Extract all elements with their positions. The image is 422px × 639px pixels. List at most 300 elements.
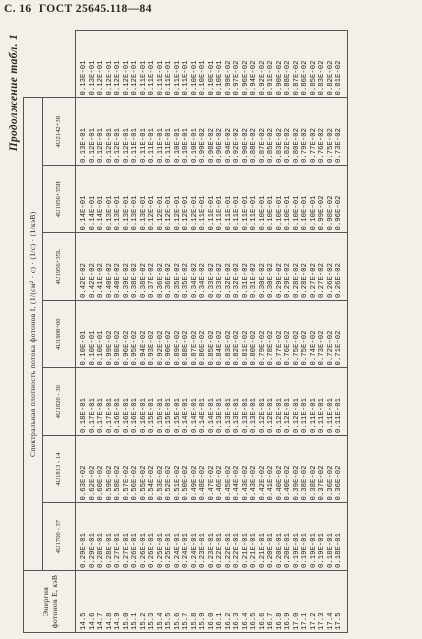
table-cell-value: 15.0 [122, 612, 131, 630]
table-cell-value: 0.91E-02 [267, 60, 276, 96]
page-header [4, 3, 152, 15]
table-cell-value: 0.12E-01 [114, 127, 123, 163]
table-cell-value: 0.58E-02 [114, 465, 123, 501]
table-cell-value: 0.43E-02 [250, 465, 259, 501]
table-cell-value: 16.6 [258, 612, 267, 630]
table-cell-value: 0.18E-01 [80, 397, 88, 433]
table-cell-value: 0.15E-01 [156, 397, 165, 433]
table-cell-value: 0.26E-02 [326, 262, 335, 298]
table-cell-value: 0.38E-02 [131, 262, 140, 298]
table-cell-value: 0.49E-02 [190, 465, 199, 501]
table-cell-value: 15.6 [173, 612, 182, 630]
table-cell-value: 0.32E-02 [233, 262, 242, 298]
table-cell-value: 0.93E-02 [148, 330, 157, 366]
table-cell-value: 0.27E-01 [114, 532, 123, 568]
table-cell-value: 0.59E-02 [105, 465, 114, 501]
table-cell-value: 0.76E-02 [284, 330, 293, 366]
flux-column [76, 503, 348, 571]
flux-column [76, 368, 348, 436]
table-cell-value: 0.11E-01 [165, 60, 174, 96]
table-cell-value: 0.94E-02 [139, 330, 148, 366]
table-cell-value: 0.75E-02 [326, 127, 335, 163]
table-cell-value: 0.13E-01 [80, 127, 88, 163]
table-cell-value: 16.3 [233, 612, 242, 630]
table-cell-value: 0.88E-02 [250, 127, 259, 163]
table-cell-value: 0.10E-01 [275, 195, 284, 231]
table-cell-value: 0.12E-01 [292, 397, 301, 433]
table-cell-value: 0.11E-01 [326, 397, 335, 433]
table-cell-value: 0.35E-02 [173, 262, 182, 298]
table-cell-value: 0.43E-02 [241, 465, 250, 501]
table-cell-value: 0.40E-02 [275, 465, 284, 501]
table-cell-value: 14.8 [105, 612, 114, 630]
table-cell-value: 0.13E-01 [224, 397, 233, 433]
table-cell-value: 0.17E-01 [88, 397, 97, 433]
table-cell-value: 0.99E-02 [105, 330, 114, 366]
table-cell-value: 0.88E-02 [182, 330, 191, 366]
table-cell-value: 0.13E-01 [88, 60, 97, 96]
table-cell-value: 0.37E-02 [318, 465, 327, 501]
table-cell-value: 0.19E-01 [318, 532, 327, 568]
rotated-content [10, 30, 414, 633]
table-cell-value: 17.0 [292, 612, 301, 630]
table-cell-value: 15.8 [190, 612, 199, 630]
table-cell-value: 0.16E-01 [122, 397, 131, 433]
flux-column [76, 166, 348, 234]
table-cell-value: 0.11E-01 [139, 60, 148, 96]
table-cell-value: 0.48E-02 [199, 465, 208, 501]
source-header: 4U1956+35H [43, 166, 76, 234]
table-cell-value: 0.56E-02 [131, 465, 140, 501]
table-cell-value: 0.29E-01 [80, 532, 88, 568]
table-cell-value: 0.10E-01 [80, 330, 88, 366]
table-cell-value: 0.10E-01 [258, 195, 267, 231]
table-cell-value: 0.10E-01 [97, 330, 106, 366]
source-header: 4U2142+38 [43, 98, 76, 166]
table-cell-value: 0.12E-01 [122, 60, 131, 96]
table-cell-value: 0.19E-01 [309, 532, 318, 568]
table-cell-value: 0.11E-01 [250, 195, 259, 231]
table-cell-value: 0.37E-02 [148, 262, 157, 298]
table-cell-value: 0.10E-01 [199, 60, 208, 96]
table-cell-value: 0.12E-01 [97, 127, 106, 163]
table-cell-value: 0.30E-02 [258, 262, 267, 298]
table-cell-value: 0.95E-02 [131, 330, 140, 366]
table-cell-value: 0.50E-02 [182, 465, 191, 501]
table-cell-value: 0.13E-01 [216, 397, 225, 433]
table-cell-value: 0.94E-02 [224, 127, 233, 163]
table-cell-value: 0.11E-01 [233, 195, 242, 231]
table-body-row [76, 31, 348, 633]
table-cell-value: 0.97E-02 [233, 60, 242, 96]
table-cell-value: 0.55E-02 [139, 465, 148, 501]
table-cell-value: 0.33E-02 [207, 262, 216, 298]
table-cell-value: 0.92E-02 [258, 60, 267, 96]
table-cell-value: 0.21E-01 [241, 532, 250, 568]
table-cell-value: 0.18E-01 [335, 532, 344, 568]
energy-header: Энергия фотонов Е, кэВ [24, 571, 76, 633]
table-cell-value: 0.11E-01 [148, 127, 157, 163]
table-cell-value: 0.54E-02 [148, 465, 157, 501]
table-cell-value: 0.10E-01 [284, 195, 293, 231]
table-cell-value: 0.14E-01 [199, 397, 208, 433]
document-title: ГОСТ 25645.118—84 [38, 3, 152, 15]
table-cell-value: 0.13E-01 [105, 195, 114, 231]
table-cell-value: 0.62E-02 [88, 465, 97, 501]
table-cell-value: 0.88E-02 [284, 60, 293, 96]
flux-group-header: Спектральная плотность потока фотонов I, (1/(см² · с) · (1/с) · (1/кэВ) [24, 98, 43, 571]
table-cell-value: 0.10E-01 [173, 127, 182, 163]
source-header: 4U1813 - 14 [43, 436, 76, 504]
table-cell-value: 0.28E-02 [292, 262, 301, 298]
table-cell-value: 0.12E-01 [258, 397, 267, 433]
table-cell-value: 0.14E-01 [190, 397, 199, 433]
table-cell-value: 0.12E-01 [182, 195, 191, 231]
table-cell-value: 0.42E-02 [80, 262, 88, 298]
flux-column [76, 98, 348, 166]
table-cell-value: 0.85E-02 [267, 127, 276, 163]
table-cell-value: 0.42E-02 [88, 262, 97, 298]
table-cell-value: 0.23E-01 [199, 532, 208, 568]
table-cell-value: 0.32E-02 [224, 262, 233, 298]
table-cell-value: 0.13E-01 [131, 195, 140, 231]
table-cell-value: 0.96E-02 [335, 195, 344, 231]
table-cell-value: 16.4 [241, 612, 250, 630]
table-cell-value: 0.15E-01 [148, 397, 157, 433]
table-cell-value: 0.13E-01 [122, 195, 131, 231]
table-cell-value: 0.44E-02 [233, 465, 242, 501]
table-cell-value: 0.98E-02 [207, 127, 216, 163]
table-cell-value: 0.11E-01 [335, 397, 344, 433]
table-cell-value: 0.25E-01 [165, 532, 174, 568]
table-cell-value: 0.29E-02 [275, 262, 284, 298]
table-cell-value: 17.2 [309, 612, 318, 630]
table-cell-value: 0.77E-02 [309, 127, 318, 163]
table-cell-value: 0.94E-02 [250, 60, 259, 96]
table-cell-value: 0.82E-02 [233, 330, 242, 366]
table-cell-value: 0.80E-02 [292, 127, 301, 163]
flux-column [76, 436, 348, 504]
table-cell-value: 0.12E-01 [284, 397, 293, 433]
table-cell-value: 0.36E-02 [326, 465, 335, 501]
table-cell-value: 0.90E-02 [241, 127, 250, 163]
table-cell-value: 0.14E-01 [80, 195, 88, 231]
table-cell-value: 0.98E-02 [326, 195, 335, 231]
table-cell-value: 0.11E-01 [182, 60, 191, 96]
table-cell-value: 0.52E-02 [165, 465, 174, 501]
table-cell-value: 0.29E-01 [88, 532, 97, 568]
table-cell-value: 0.99E-02 [318, 195, 327, 231]
table-cell-value: 0.24E-01 [182, 532, 191, 568]
table-cell-value: 0.11E-01 [199, 195, 208, 231]
table-cell-value: 0.10E-01 [207, 60, 216, 96]
table-cell-value: 0.12E-01 [173, 195, 182, 231]
table-cell-value: 0.11E-01 [224, 195, 233, 231]
table-cell-value: 0.15E-01 [173, 397, 182, 433]
table-cell-value: 16.1 [216, 612, 225, 630]
table-cell-value: 17.3 [318, 612, 327, 630]
table-cell-value: 15.2 [139, 612, 148, 630]
table-cell-value: 0.21E-01 [250, 532, 259, 568]
table-cell-value: 0.47E-02 [207, 465, 216, 501]
table-cell-value: 0.73E-02 [335, 127, 344, 163]
table-cell-value: 14.5 [80, 612, 88, 630]
table-cell-value: 0.27E-02 [318, 262, 327, 298]
table-cell-value: 0.86E-02 [199, 330, 208, 366]
table-cell-value: 0.16E-01 [139, 397, 148, 433]
table-cell-value: 0.13E-01 [80, 60, 88, 96]
table-cell-value: 0.96E-02 [122, 330, 131, 366]
table-cell-value: 0.24E-01 [173, 532, 182, 568]
table-cell-value: 0.11E-01 [156, 127, 165, 163]
table-cell-value: 14.6 [88, 612, 97, 630]
table-cell-value: 0.79E-02 [258, 330, 267, 366]
table-cell-value: 0.13E-01 [241, 397, 250, 433]
table-cell-value: 14.9 [114, 612, 123, 630]
table-cell-value: 0.12E-01 [114, 60, 123, 96]
table-cell-value: 0.36E-02 [165, 262, 174, 298]
table-cell-value: 0.99E-02 [224, 60, 233, 96]
table-cell-value: 0.38E-02 [309, 465, 318, 501]
table-cell-value: 0.90E-02 [165, 330, 174, 366]
table-cell-value: 0.26E-02 [335, 262, 344, 298]
table-cell-value: 0.17E-01 [105, 397, 114, 433]
table-cell-value: 16.9 [284, 612, 293, 630]
table-cell-value: 16.2 [224, 612, 233, 630]
table-cell-value: 0.41E-02 [97, 262, 106, 298]
table-cell-value: 0.28E-01 [105, 532, 114, 568]
table-cell-value: 17.1 [301, 612, 310, 630]
table-cell-value: 0.10E-01 [292, 195, 301, 231]
table-cell-value: 0.80E-02 [250, 330, 259, 366]
table-cell-value: 0.51E-02 [173, 465, 182, 501]
continuation-label: Продолжение табл. 1 [8, 34, 20, 152]
table-cell-value: 0.73E-02 [318, 330, 327, 366]
table-cell-value: 0.92E-02 [233, 127, 242, 163]
table-cell-value: 0.38E-02 [301, 465, 310, 501]
table-cell-value: 0.22E-01 [233, 532, 242, 568]
table-cell-value: 0.14E-01 [182, 397, 191, 433]
table-cell-value: 0.40E-02 [284, 465, 293, 501]
table-cell-value: 0.11E-01 [165, 127, 174, 163]
table-cell-value: 0.14E-01 [97, 195, 106, 231]
table-cell-value: 0.12E-01 [122, 127, 131, 163]
table-cell-value: 15.1 [131, 612, 140, 630]
table-cell-value: 0.26E-01 [139, 532, 148, 568]
table-cell-value: 0.75E-02 [301, 330, 310, 366]
table-cell-value: 0.77E-02 [275, 330, 284, 366]
table-cell-value: 0.41E-02 [267, 465, 276, 501]
table-cell-value: 0.83E-02 [318, 60, 327, 96]
table-cell-value: 0.53E-02 [156, 465, 165, 501]
table-header-row [24, 31, 43, 633]
table-cell-value: 0.90E-02 [275, 60, 284, 96]
table-cell-value: 0.96E-02 [241, 60, 250, 96]
source-header: 4U1956+35L [43, 233, 76, 301]
table-cell-value: 0.18E-01 [326, 532, 335, 568]
table-cell-value: 17.4 [326, 612, 335, 630]
source-header-row [43, 31, 76, 633]
table-cell-value: 0.12E-01 [148, 195, 157, 231]
table-cell-value: 0.85E-02 [309, 60, 318, 96]
table-cell-value: 0.85E-02 [207, 330, 216, 366]
table-cell-value: 0.74E-02 [309, 330, 318, 366]
table-cell-value: 15.7 [182, 612, 191, 630]
table-cell-value: 0.19E-01 [301, 532, 310, 568]
table-cell-value: 0.28E-02 [301, 262, 310, 298]
table-cell-value: 0.27E-01 [122, 532, 131, 568]
flux-column [76, 31, 348, 99]
table-cell-value: 0.10E-01 [216, 60, 225, 96]
table-cell-value: 0.76E-02 [318, 127, 327, 163]
table-cell-value: 0.16E-01 [114, 397, 123, 433]
table-cell-value: 0.83E-02 [224, 330, 233, 366]
table-cell-value: 0.26E-01 [131, 532, 140, 568]
table-cell-value: 0.11E-01 [207, 195, 216, 231]
table-cell-value: 0.11E-01 [156, 60, 165, 96]
table-cell-value: 0.82E-02 [284, 127, 293, 163]
table-cell-value: 0.12E-01 [267, 397, 276, 433]
table-cell-value: 15.3 [148, 612, 157, 630]
table-cell-value: 0.46E-02 [216, 465, 225, 501]
table-cell-value: 0.12E-01 [105, 60, 114, 96]
table-cell-value: 0.36E-02 [335, 465, 344, 501]
table-cell-value: 0.31E-02 [241, 262, 250, 298]
table-cell-value: 17.5 [335, 612, 344, 630]
table-cell-value: 0.28E-01 [97, 532, 106, 568]
table-cell-value: 0.13E-01 [250, 397, 259, 433]
table-cell-value: 0.82E-02 [326, 60, 335, 96]
table-cell-value: 0.12E-01 [190, 195, 199, 231]
table-cell-value: 0.16E-01 [131, 397, 140, 433]
table-cell-value: 0.35E-02 [182, 262, 191, 298]
flux-column [76, 301, 348, 369]
table-cell-value: 0.11E-01 [139, 127, 148, 163]
table-cell-value: 0.12E-01 [97, 60, 106, 96]
table-cell-value: 0.45E-02 [224, 465, 233, 501]
table-cell-value: 0.23E-01 [207, 532, 216, 568]
table-cell-value: 0.10E-01 [309, 195, 318, 231]
table-cell-value: 0.12E-01 [131, 60, 140, 96]
table-cell-value: 0.17E-01 [97, 397, 106, 433]
table-cell-value: 0.20E-01 [267, 532, 276, 568]
table-cell-value: 15.4 [156, 612, 165, 630]
table-cell-value: 0.96E-02 [216, 127, 225, 163]
table-cell-value: 0.83E-02 [275, 127, 284, 163]
table-cell-value: 0.21E-01 [258, 532, 267, 568]
table-cell-value: 0.60E-02 [97, 465, 106, 501]
table-cell-value: 0.87E-02 [258, 127, 267, 163]
table-cell-value: 0.26E-01 [148, 532, 157, 568]
table-cell-value: 0.14E-01 [207, 397, 216, 433]
table-cell-value: 0.10E-01 [190, 127, 199, 163]
flux-column [76, 233, 348, 301]
table-cell-value: 0.10E-01 [190, 60, 199, 96]
table-cell-value: 0.15E-01 [165, 397, 174, 433]
table-cell-value: 0.99E-02 [199, 127, 208, 163]
page-number: С. 16 [4, 3, 32, 15]
table-cell-value: 0.63E-02 [80, 465, 88, 501]
table-cell-value: 0.12E-01 [275, 397, 284, 433]
table-cell-value: 0.12E-01 [165, 195, 174, 231]
table-cell-value: 0.10E-01 [267, 195, 276, 231]
table-cell-value: 0.25E-01 [156, 532, 165, 568]
table-cell-value: 15.5 [165, 612, 174, 630]
table-cell-value: 0.57E-02 [122, 465, 131, 501]
table-cell-value: 0.19E-01 [292, 532, 301, 568]
table-cell-value: 0.24E-01 [190, 532, 199, 568]
table-cell-value: 0.72E-02 [326, 330, 335, 366]
table-cell-value: 0.11E-01 [301, 397, 310, 433]
table-cell-value: 0.12E-01 [105, 127, 114, 163]
table-cell-value: 0.34E-02 [199, 262, 208, 298]
table-cell-value: 0.38E-02 [139, 262, 148, 298]
table-cell-value: 0.89E-02 [173, 330, 182, 366]
table-cell-value: 0.11E-01 [131, 127, 140, 163]
table-cell-value: 0.36E-02 [156, 262, 165, 298]
table-cell-value: 0.98E-02 [114, 330, 123, 366]
table-cell-value: 16.0 [207, 612, 216, 630]
table-cell-value: 16.5 [250, 612, 259, 630]
table-cell-value: 0.39E-02 [292, 465, 301, 501]
table-cell-value: 0.10E-01 [88, 330, 97, 366]
source-header: 4U1908+00 [43, 301, 76, 369]
table-cell-value: 0.81E-02 [241, 330, 250, 366]
table-cell-value: 0.33E-02 [216, 262, 225, 298]
table-cell-value: 0.22E-01 [224, 532, 233, 568]
table-cell-value: 0.81E-02 [335, 60, 344, 96]
table-cell-value: 0.10E-01 [301, 195, 310, 231]
table-cell-value: 0.78E-02 [267, 330, 276, 366]
table-cell-value: 0.14E-01 [88, 195, 97, 231]
table-cell-value: 0.87E-02 [190, 330, 199, 366]
rotated-page-area [10, 30, 414, 633]
table-cell-value: 0.11E-01 [173, 60, 182, 96]
table-cell-value: 0.30E-02 [267, 262, 276, 298]
table-cell-value: 0.22E-01 [216, 532, 225, 568]
table-cell-value: 0.39E-02 [122, 262, 131, 298]
table-cell-value: 0.10E-01 [182, 127, 191, 163]
table-cell-value: 0.86E-02 [301, 60, 310, 96]
table-cell-value: 0.71E-02 [335, 330, 344, 366]
table-cell-value: 0.40E-02 [114, 262, 123, 298]
source-header: 4U1700 - 37 [43, 503, 76, 571]
table-cell-value: 0.13E-01 [233, 397, 242, 433]
table-cell-value: 16.7 [267, 612, 276, 630]
table-cell-value: 0.42E-02 [258, 465, 267, 501]
table-cell-value: 0.11E-01 [148, 60, 157, 96]
table-cell-value: 0.11E-01 [241, 195, 250, 231]
table-cell-value: 0.92E-02 [156, 330, 165, 366]
table-cell-value: 14.7 [97, 612, 106, 630]
table-cell-value: 0.12E-01 [88, 127, 97, 163]
table-cell-value: 0.13E-01 [114, 195, 123, 231]
table-cell-value: 0.87E-02 [292, 60, 301, 96]
table-cell-value: 16.8 [275, 612, 284, 630]
table-cell-value: 0.20E-01 [284, 532, 293, 568]
source-header: 4U1820 - 30 [43, 368, 76, 436]
table-cell-value: 0.11E-01 [216, 195, 225, 231]
energy-column [76, 571, 348, 633]
table-cell-value: 0.29E-02 [284, 262, 293, 298]
table-cell-value: 0.13E-01 [139, 195, 148, 231]
table-cell-value: 0.75E-02 [292, 330, 301, 366]
table-cell-value: 0.12E-01 [156, 195, 165, 231]
table-cell-value: 15.9 [199, 612, 208, 630]
table-cell-value: 0.40E-02 [105, 262, 114, 298]
table-cell-value: 0.27E-02 [309, 262, 318, 298]
table-cell-value: 0.11E-01 [309, 397, 318, 433]
